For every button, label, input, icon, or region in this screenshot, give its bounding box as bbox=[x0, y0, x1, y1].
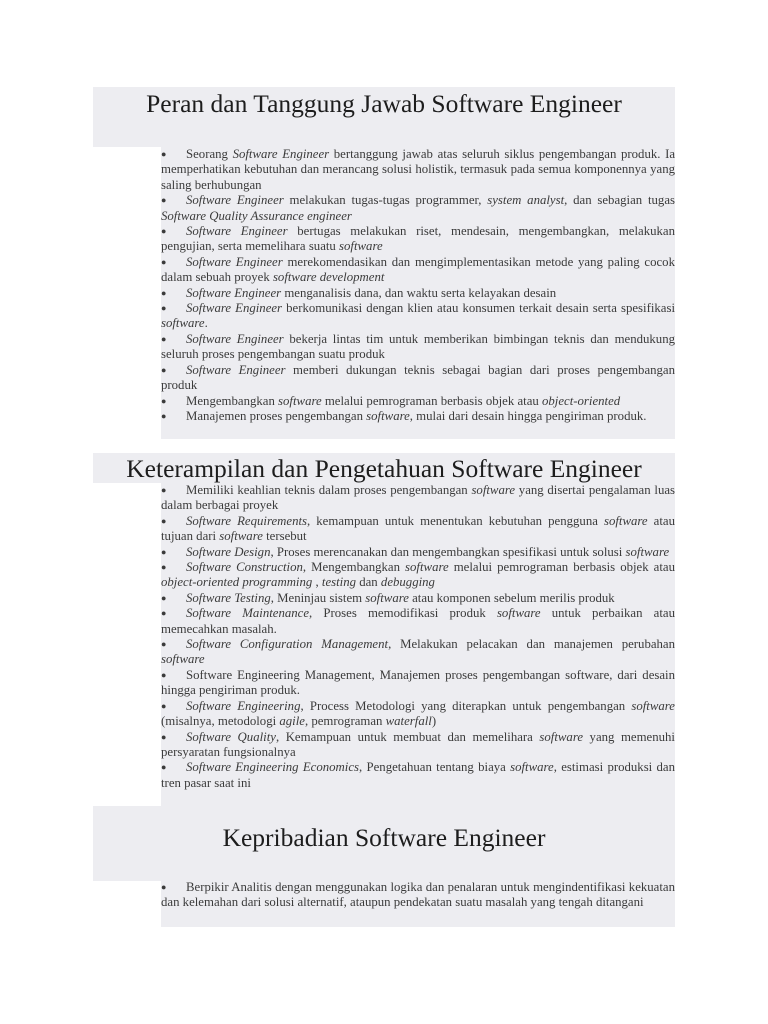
bullet-icon: ● bbox=[161, 669, 167, 680]
section-2-heading: Keterampilan dan Pengetahuan Software Engineer bbox=[126, 454, 642, 483]
bullet-icon: ● bbox=[161, 546, 167, 557]
bullet-icon: ● bbox=[161, 287, 167, 298]
italic-term: software bbox=[278, 393, 322, 408]
list-item: ● Software Requirements, kemampuan untuk menentukan kebutuhan pengguna software atau tujuan dari software tersebut bbox=[161, 513, 675, 544]
bullet-icon: ● bbox=[161, 395, 167, 406]
italic-term: software bbox=[219, 529, 263, 544]
bullet-icon: ● bbox=[161, 364, 167, 375]
italic-term: Software Quality Assurance engineer bbox=[161, 208, 352, 223]
italic-term: Software Configuration Management bbox=[186, 637, 389, 652]
list-item: ● Mengembangkan software melalui pemrograman berbasis objek atau object-oriented bbox=[161, 393, 621, 408]
list-item: ● Software Configuration Management, Melakukan pelacakan dan manajemen perubahan software bbox=[161, 637, 675, 667]
list-item: ● Software Construction, Mengembangkan software melalui pemrograman berbasis objek atau object-oriented programming , testing dan debugging bbox=[161, 560, 675, 590]
list-item: ● Software Maintenance, Proses memodifikasi produk software untuk perbaikan atau memecahkan masalah. bbox=[161, 606, 675, 636]
italic-term: software bbox=[625, 544, 670, 559]
italic-term: object-oriented programming bbox=[161, 575, 313, 590]
italic-term: Software Testing bbox=[186, 590, 271, 605]
bullet-icon: ● bbox=[161, 700, 167, 711]
italic-term: Software Quality bbox=[186, 729, 276, 744]
italic-term: software bbox=[510, 760, 554, 775]
section-2-list bbox=[161, 483, 675, 791]
bullet-icon: ● bbox=[161, 592, 167, 603]
italic-term: software bbox=[405, 560, 449, 575]
italic-term: Software Engineer bbox=[186, 193, 284, 208]
list-item: ● Software Engineering Management, Manajemen proses pengembangan software, dari desain hingga pengiriman produk. bbox=[161, 667, 675, 698]
bullet-icon: ● bbox=[161, 608, 167, 619]
section-3-list bbox=[161, 880, 675, 911]
bullet-icon: ● bbox=[161, 149, 167, 159]
bullet-icon: ● bbox=[161, 762, 167, 773]
bullet-icon: ● bbox=[161, 195, 167, 206]
bullet-icon: ● bbox=[161, 226, 167, 237]
italic-term: software bbox=[365, 590, 409, 605]
bullet-icon: ● bbox=[161, 731, 167, 742]
bullet-icon: ● bbox=[161, 333, 167, 344]
section-1-list bbox=[161, 147, 675, 424]
bullet-icon: ● bbox=[161, 485, 167, 495]
italic-term: testing bbox=[321, 575, 357, 590]
bullet-icon: ● bbox=[161, 639, 167, 650]
bullet-icon: ● bbox=[161, 256, 167, 267]
italic-term: Software Engineer bbox=[186, 362, 286, 377]
italic-term: object-oriented bbox=[541, 393, 621, 408]
italic-term: Software Engineer bbox=[186, 331, 284, 346]
bullet-icon: ● bbox=[161, 515, 167, 526]
list-item: ● Seorang Software Engineer bertanggung jawab atas seluruh siklus pengembangan produk. Ia memperhatikan kebutuhan dan merancang solusi holistik, termasuk pada semua komponennya yang saling berhubungan bbox=[161, 147, 676, 192]
bullet-icon: ● bbox=[161, 562, 167, 573]
italic-term: software bbox=[161, 652, 205, 667]
list-item: ● Software Testing, Meninjau sistem software atau komponen sebelum merilis produk bbox=[161, 590, 615, 605]
italic-term: software bbox=[539, 729, 584, 744]
italic-term: software bbox=[496, 606, 541, 621]
italic-term: software bbox=[161, 316, 205, 331]
section-3-heading: Kepribadian Software Engineer bbox=[222, 823, 546, 852]
bullet-icon: ● bbox=[161, 303, 167, 314]
italic-term: Software Design bbox=[186, 544, 271, 559]
italic-term: system analyst bbox=[487, 193, 565, 208]
list-item: ● Software Engineer melakukan tugas-tugas programmer, system analyst, dan sebagian tugas Software Quality Assurance engineer bbox=[161, 193, 675, 223]
bullet-icon: ● bbox=[161, 410, 167, 421]
list-item: ● Berpikir Analitis dengan menggunakan logika dan penalaran untuk mengindentifikasi kekuatan dan kelemahan dari solusi alternatif, ataupun pendekatan suatu masalah yang tengah ditangani bbox=[161, 880, 675, 910]
section-1-heading: Peran dan Tanggung Jawab Software Engineer bbox=[146, 89, 622, 118]
italic-term: Software Requirements bbox=[186, 513, 307, 528]
list-item: ● Software Engineering Economics, Pengetahuan tentang biaya software, estimasi produksi dan tren pasar saat ini bbox=[161, 760, 675, 790]
list-item: ● Software Engineer berkomunikasi dengan klien atau konsumen terkait desain serta spesifikasi software. bbox=[161, 301, 676, 331]
italic-term: software bbox=[631, 698, 675, 713]
italic-term: software bbox=[471, 483, 516, 497]
list-item: ● Software Design, Proses merencanakan dan mengembangkan spesifikasi untuk solusi software bbox=[161, 544, 670, 559]
italic-term: Software Construction bbox=[186, 560, 303, 575]
italic-term: Software Engineer bbox=[186, 254, 283, 269]
list-item: ● Software Engineer memberi dukungan teknis sebagai bagian dari proses pengembangan produk bbox=[161, 362, 675, 393]
list-item: ● Software Engineer bekerja lintas tim untuk memberikan bimbingan teknis dan mendukung seluruh proses pengembangan suatu produk bbox=[161, 331, 675, 362]
italic-term: debugging bbox=[380, 575, 435, 590]
italic-term: Software Engineer bbox=[186, 301, 283, 316]
list-item: ● Software Quality, Kemampuan untuk membuat dan memelihara software yang memenuhi persyaratan fungsionalnya bbox=[161, 729, 675, 759]
list-item: ● Software Engineering, Process Metodologi yang diterapkan untuk pengembangan software (misalnya, metodologi agile, pemrograman waterfall) bbox=[161, 698, 675, 729]
italic-term: software bbox=[603, 513, 648, 528]
list-item: ● Software Engineer bertugas melakukan riset, mendesain, mengembangkan, melakukan pengujian, serta memelihara suatu software bbox=[161, 224, 675, 254]
italic-term: Software Maintenance bbox=[186, 606, 310, 621]
italic-term: software bbox=[366, 408, 410, 423]
italic-term: Software Engineer bbox=[186, 224, 288, 239]
italic-term: Software Engineer bbox=[186, 285, 282, 300]
italic-term: Software Engineering Economics bbox=[186, 760, 360, 775]
list-item: ● Memiliki keahlian teknis dalam proses pengembangan software yang disertai pengalaman luas dalam berbagai proyek bbox=[161, 483, 675, 513]
italic-term: software development bbox=[272, 270, 385, 285]
list-item: ● Software Engineer merekomendasikan dan mengimplementasikan metode yang paling cocok dalam sebuah proyek software development bbox=[161, 254, 675, 285]
italic-term: waterfall bbox=[385, 714, 432, 729]
list-item: ● Software Engineer menganalisis dana, dan waktu serta kelayakan desain bbox=[161, 285, 557, 300]
italic-term: agile bbox=[279, 714, 305, 729]
italic-term: Software Engineer bbox=[232, 147, 330, 161]
italic-term: software bbox=[339, 239, 383, 254]
bullet-icon: ● bbox=[161, 882, 167, 892]
list-item: ● Manajemen proses pengembangan software, mulai dari desain hingga pengiriman produk. bbox=[161, 408, 647, 423]
italic-term: Software Engineering bbox=[186, 698, 301, 713]
